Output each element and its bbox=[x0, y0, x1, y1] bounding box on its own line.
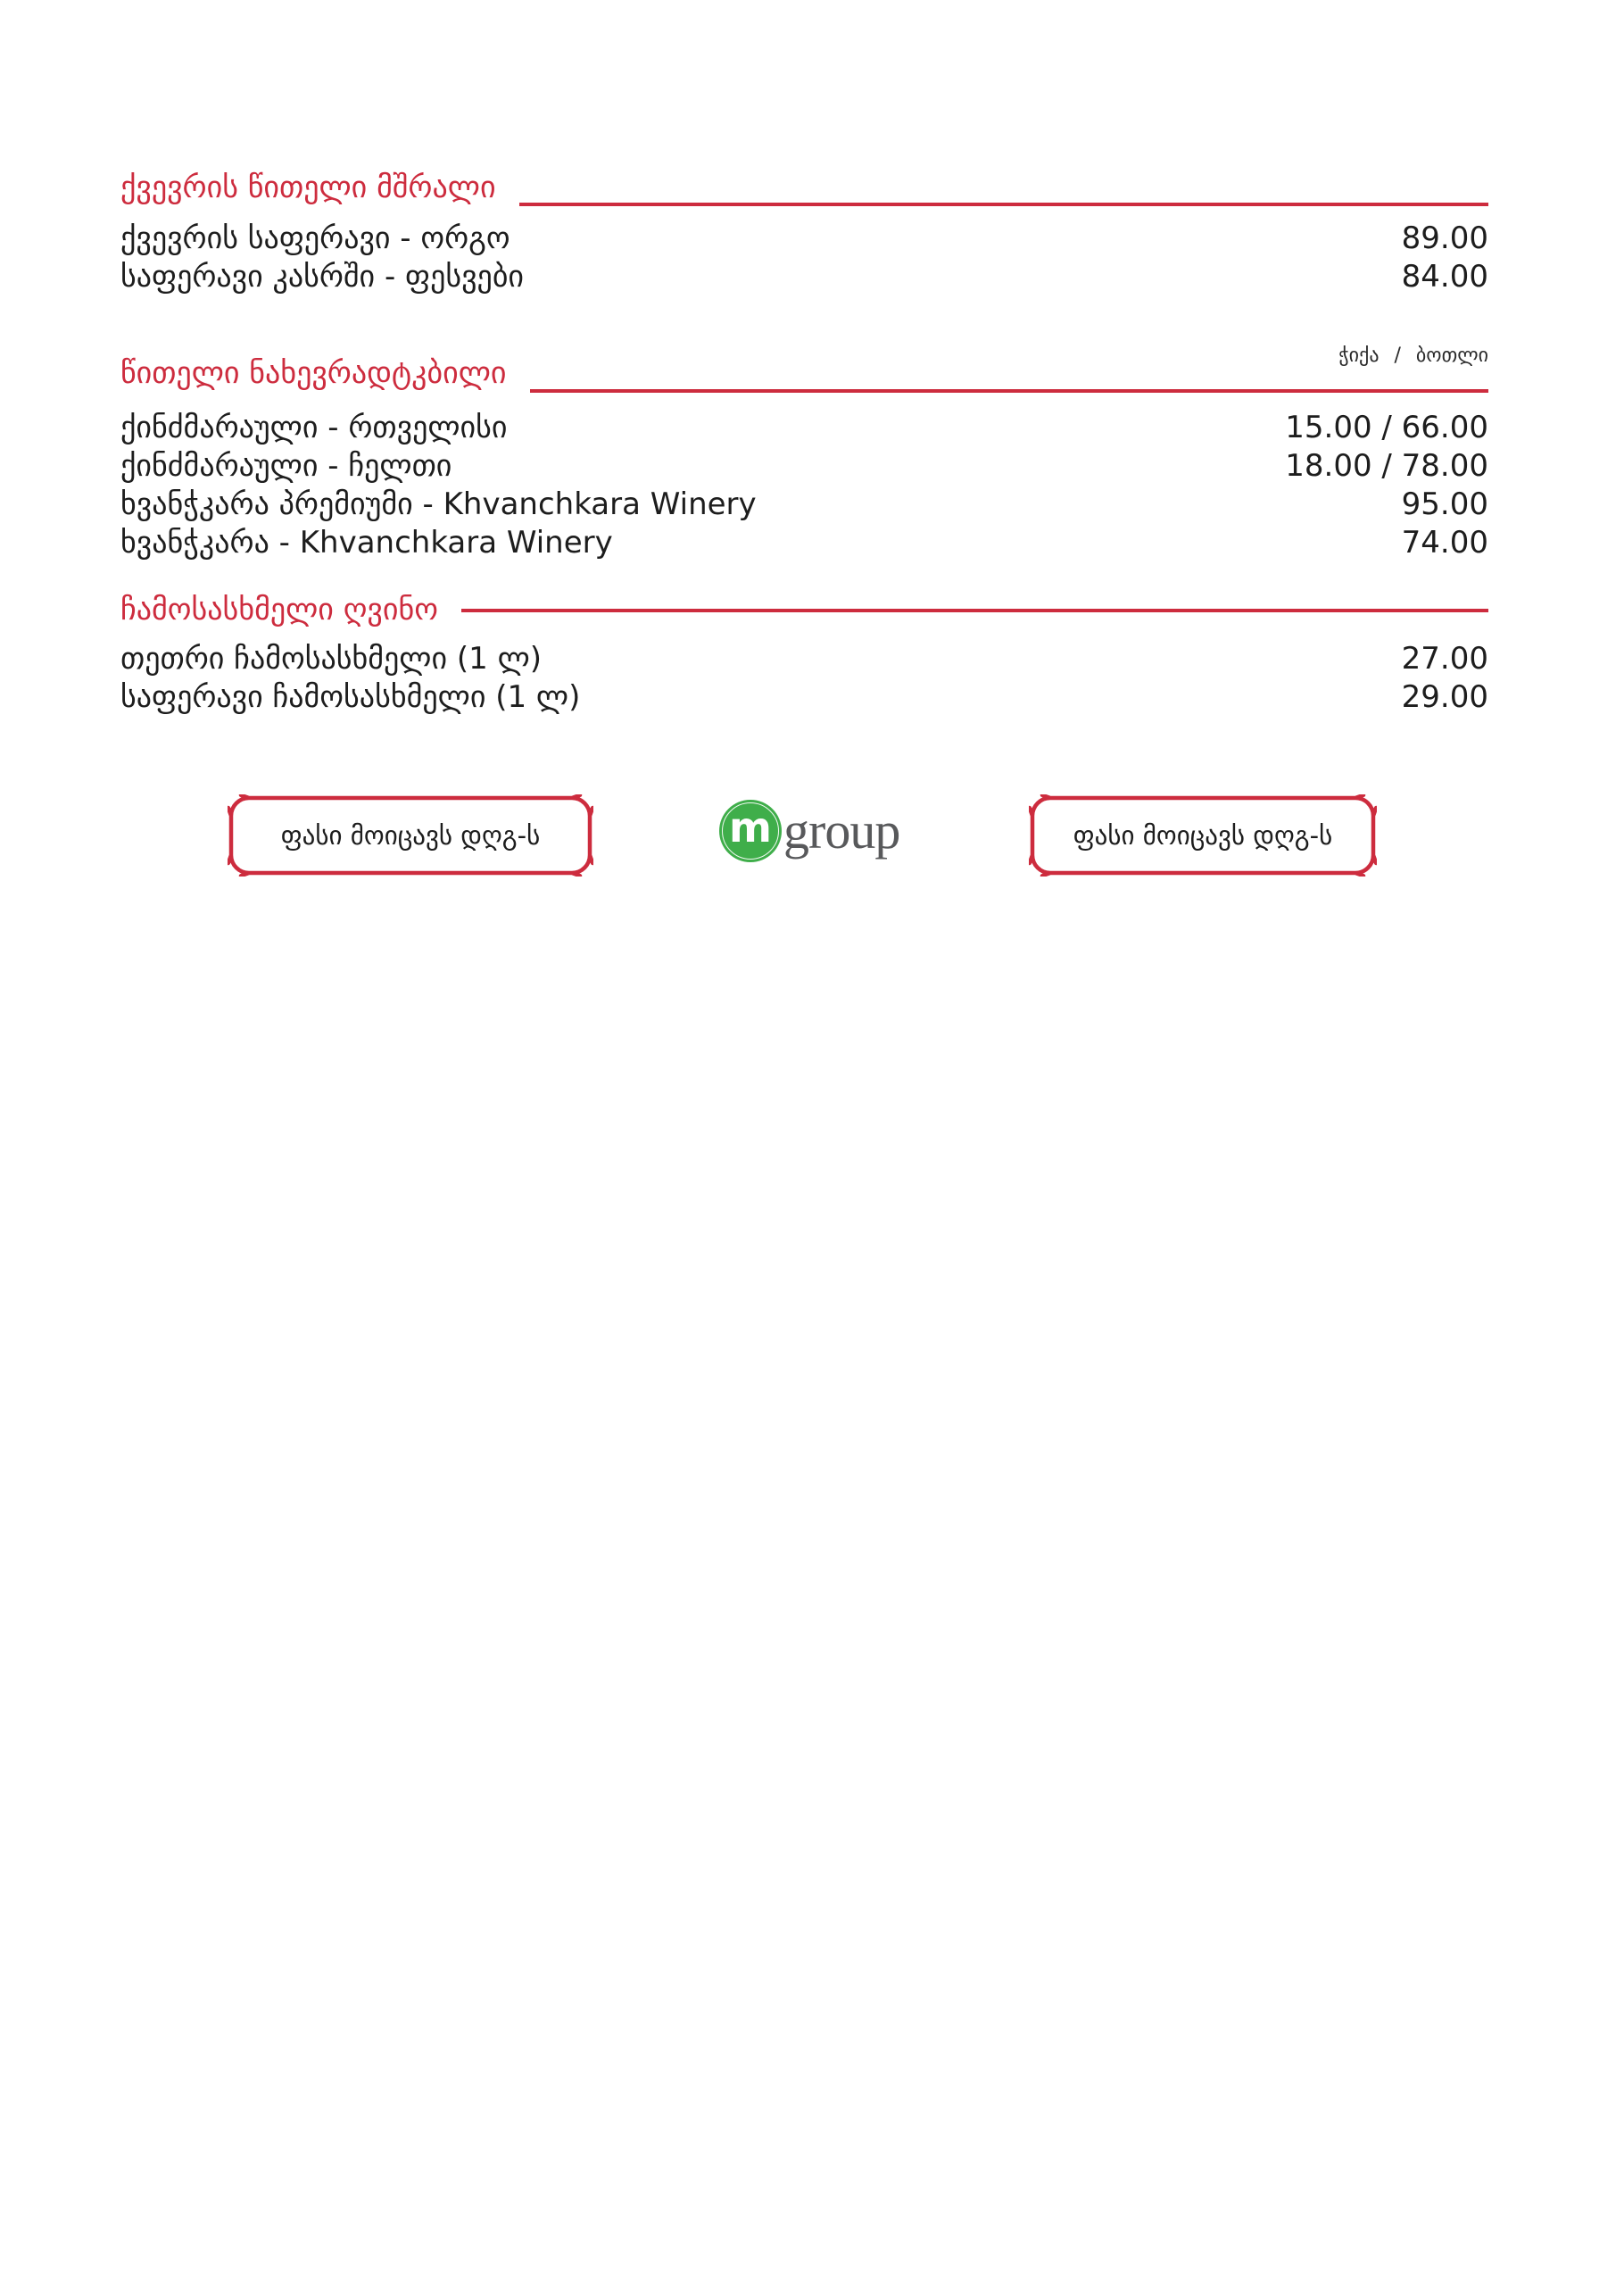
item-price: 15.00 / 66.00 bbox=[1285, 409, 1488, 445]
section-title: წითელი ნახევრადტკბილი bbox=[120, 355, 507, 391]
item-name: ხვანჭკარა პრემიუმი - Khvanchkara Winery bbox=[120, 486, 757, 522]
menu-item-row bbox=[120, 219, 1488, 257]
section-title: ქვევრის წითელი მშრალი bbox=[120, 170, 496, 205]
glass-bottle-column-note: ჭიქა / ბოთლი bbox=[1338, 345, 1488, 367]
item-price: 29.00 bbox=[1401, 678, 1488, 715]
menu-item-row bbox=[120, 408, 1488, 446]
menu-item-row bbox=[120, 257, 1488, 295]
menu-item-row bbox=[120, 485, 1488, 523]
section-rule bbox=[530, 389, 1489, 393]
menu-item-row bbox=[120, 446, 1488, 485]
item-name: ქინძმარაული - ჩელთი bbox=[120, 447, 452, 484]
mgroup-logo-text: group bbox=[783, 802, 900, 860]
item-name: ქვევრის საფერავი - ორგო bbox=[120, 220, 510, 256]
section-title: ჩამოსასხმელი ღვინო bbox=[120, 592, 438, 627]
section-rule bbox=[519, 203, 1488, 206]
mgroup-logo-m: m bbox=[729, 803, 772, 852]
item-name: ქინძმარაული - რთველისი bbox=[120, 409, 508, 445]
item-name: საფერავი კასრში - ფესვები bbox=[120, 258, 525, 295]
item-price: 89.00 bbox=[1401, 220, 1488, 256]
menu-item-row bbox=[120, 523, 1488, 561]
mgroup-logo bbox=[719, 800, 899, 862]
item-name: საფერავი ჩამოსასხმელი (1 ლ) bbox=[120, 678, 581, 715]
item-name: ხვანჭკარა - Khvanchkara Winery bbox=[120, 524, 613, 561]
menu-item-row bbox=[120, 677, 1488, 716]
item-price: 18.00 / 78.00 bbox=[1285, 447, 1488, 484]
item-name: თეთრი ჩამოსასხმელი (1 ლ) bbox=[120, 640, 543, 677]
vat-included-badge-left bbox=[228, 794, 593, 877]
item-price: 27.00 bbox=[1401, 640, 1488, 677]
section-header-qvevri-red-dry bbox=[120, 170, 1488, 207]
item-price: 74.00 bbox=[1401, 524, 1488, 561]
item-price: 95.00 bbox=[1401, 486, 1488, 522]
menu-item-row bbox=[120, 639, 1488, 677]
section-header-red-semisweet bbox=[120, 355, 1488, 393]
vat-included-badge-right bbox=[1029, 794, 1377, 877]
section-rule bbox=[461, 609, 1488, 612]
menu-content bbox=[120, 0, 1488, 2285]
vat-included-label: ფასი მოიცავს დღგ-ს bbox=[280, 820, 541, 851]
mgroup-logo-circle-icon bbox=[719, 800, 782, 862]
section-header-draft-wine bbox=[120, 592, 1488, 629]
vat-included-label: ფასი მოიცავს დღგ-ს bbox=[1073, 820, 1333, 851]
item-price: 84.00 bbox=[1401, 258, 1488, 295]
